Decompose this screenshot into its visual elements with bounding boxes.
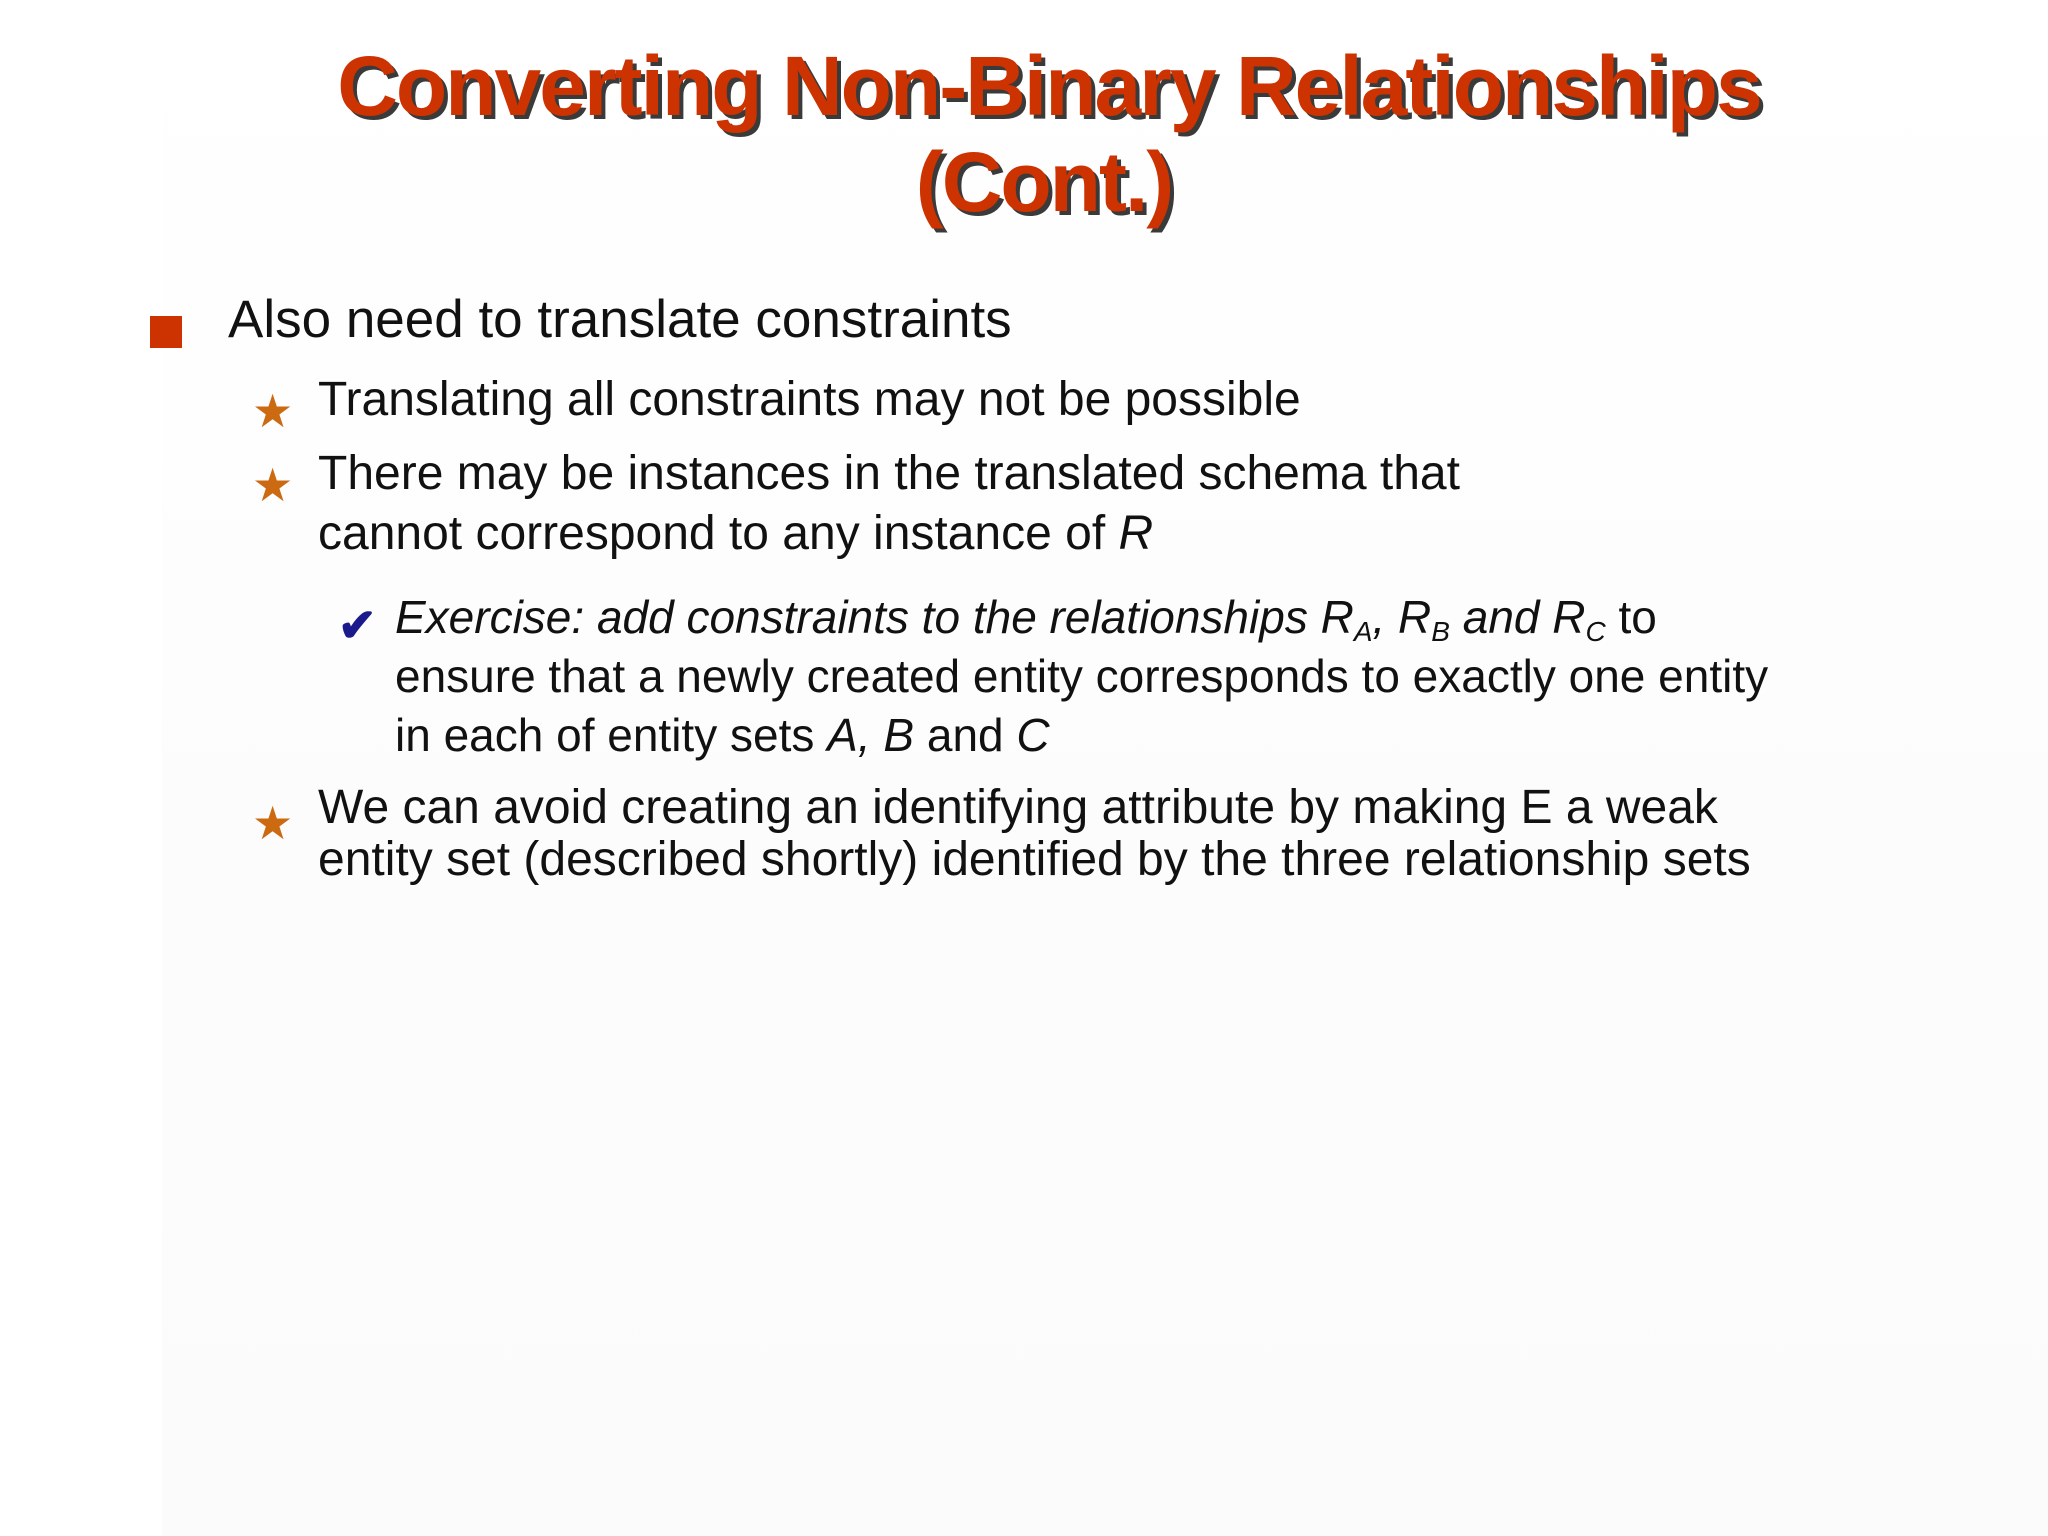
sub-bullet-line-1: There may be instances in the translated schema that	[318, 447, 1460, 500]
variable-r: R	[1118, 507, 1154, 560]
exercise-item	[395, 588, 1768, 765]
checkmark-icon: ✔	[338, 599, 377, 651]
subscript-c: C	[1585, 616, 1606, 647]
title-line-2: (Cont.)	[915, 135, 1173, 229]
sub-bullet-text: Translating all constraints may not be possible	[318, 373, 1301, 426]
exercise-comma: , R	[1372, 591, 1432, 643]
exercise-to: to	[1605, 591, 1657, 643]
slide-content-area	[162, 0, 2048, 1536]
exercise-line-2: ensure that a newly created entity corresponds to exactly one entity	[395, 650, 1769, 702]
line3-c: C	[1016, 709, 1050, 761]
star-icon: ★	[252, 385, 294, 437]
title-line-1: Converting Non-Binary Relationships	[337, 39, 1761, 133]
star-icon: ★	[252, 797, 294, 849]
exercise-line-3	[395, 706, 1768, 765]
exercise-lead: Exercise: add constraints to the relationships R	[395, 591, 1354, 643]
line3-text: in each of entity sets	[395, 709, 828, 761]
line3-and: and	[914, 709, 1017, 761]
bullet-text: Also need to translate constraints	[228, 290, 1012, 349]
left-margin-band	[0, 0, 162, 1536]
sub-bullet-instances	[318, 444, 1460, 564]
star-icon: ★	[252, 459, 294, 511]
square-bullet-icon	[150, 316, 182, 348]
subscript-a: A	[1353, 616, 1373, 647]
line2-text: cannot correspond to any instance of	[318, 507, 1119, 560]
sub-bullet-translating-all	[318, 370, 1301, 430]
line3-ab: A, B	[827, 709, 915, 761]
subscript-b: B	[1431, 616, 1450, 647]
slide-title	[0, 38, 2048, 230]
sub-bullet-weak-entity	[318, 782, 1751, 886]
sub-bullet-line-2	[318, 504, 1460, 564]
sub-bullet-line-1: We can avoid creating an identifying attribute by making E a weak	[318, 781, 1718, 834]
exercise-line-1	[395, 588, 1768, 647]
sub-bullet-line-2: entity set (described shortly) identified by the three relationship sets	[318, 833, 1751, 886]
bullet-also-need-to-translate	[228, 290, 1012, 350]
exercise-and: and R	[1449, 591, 1586, 643]
